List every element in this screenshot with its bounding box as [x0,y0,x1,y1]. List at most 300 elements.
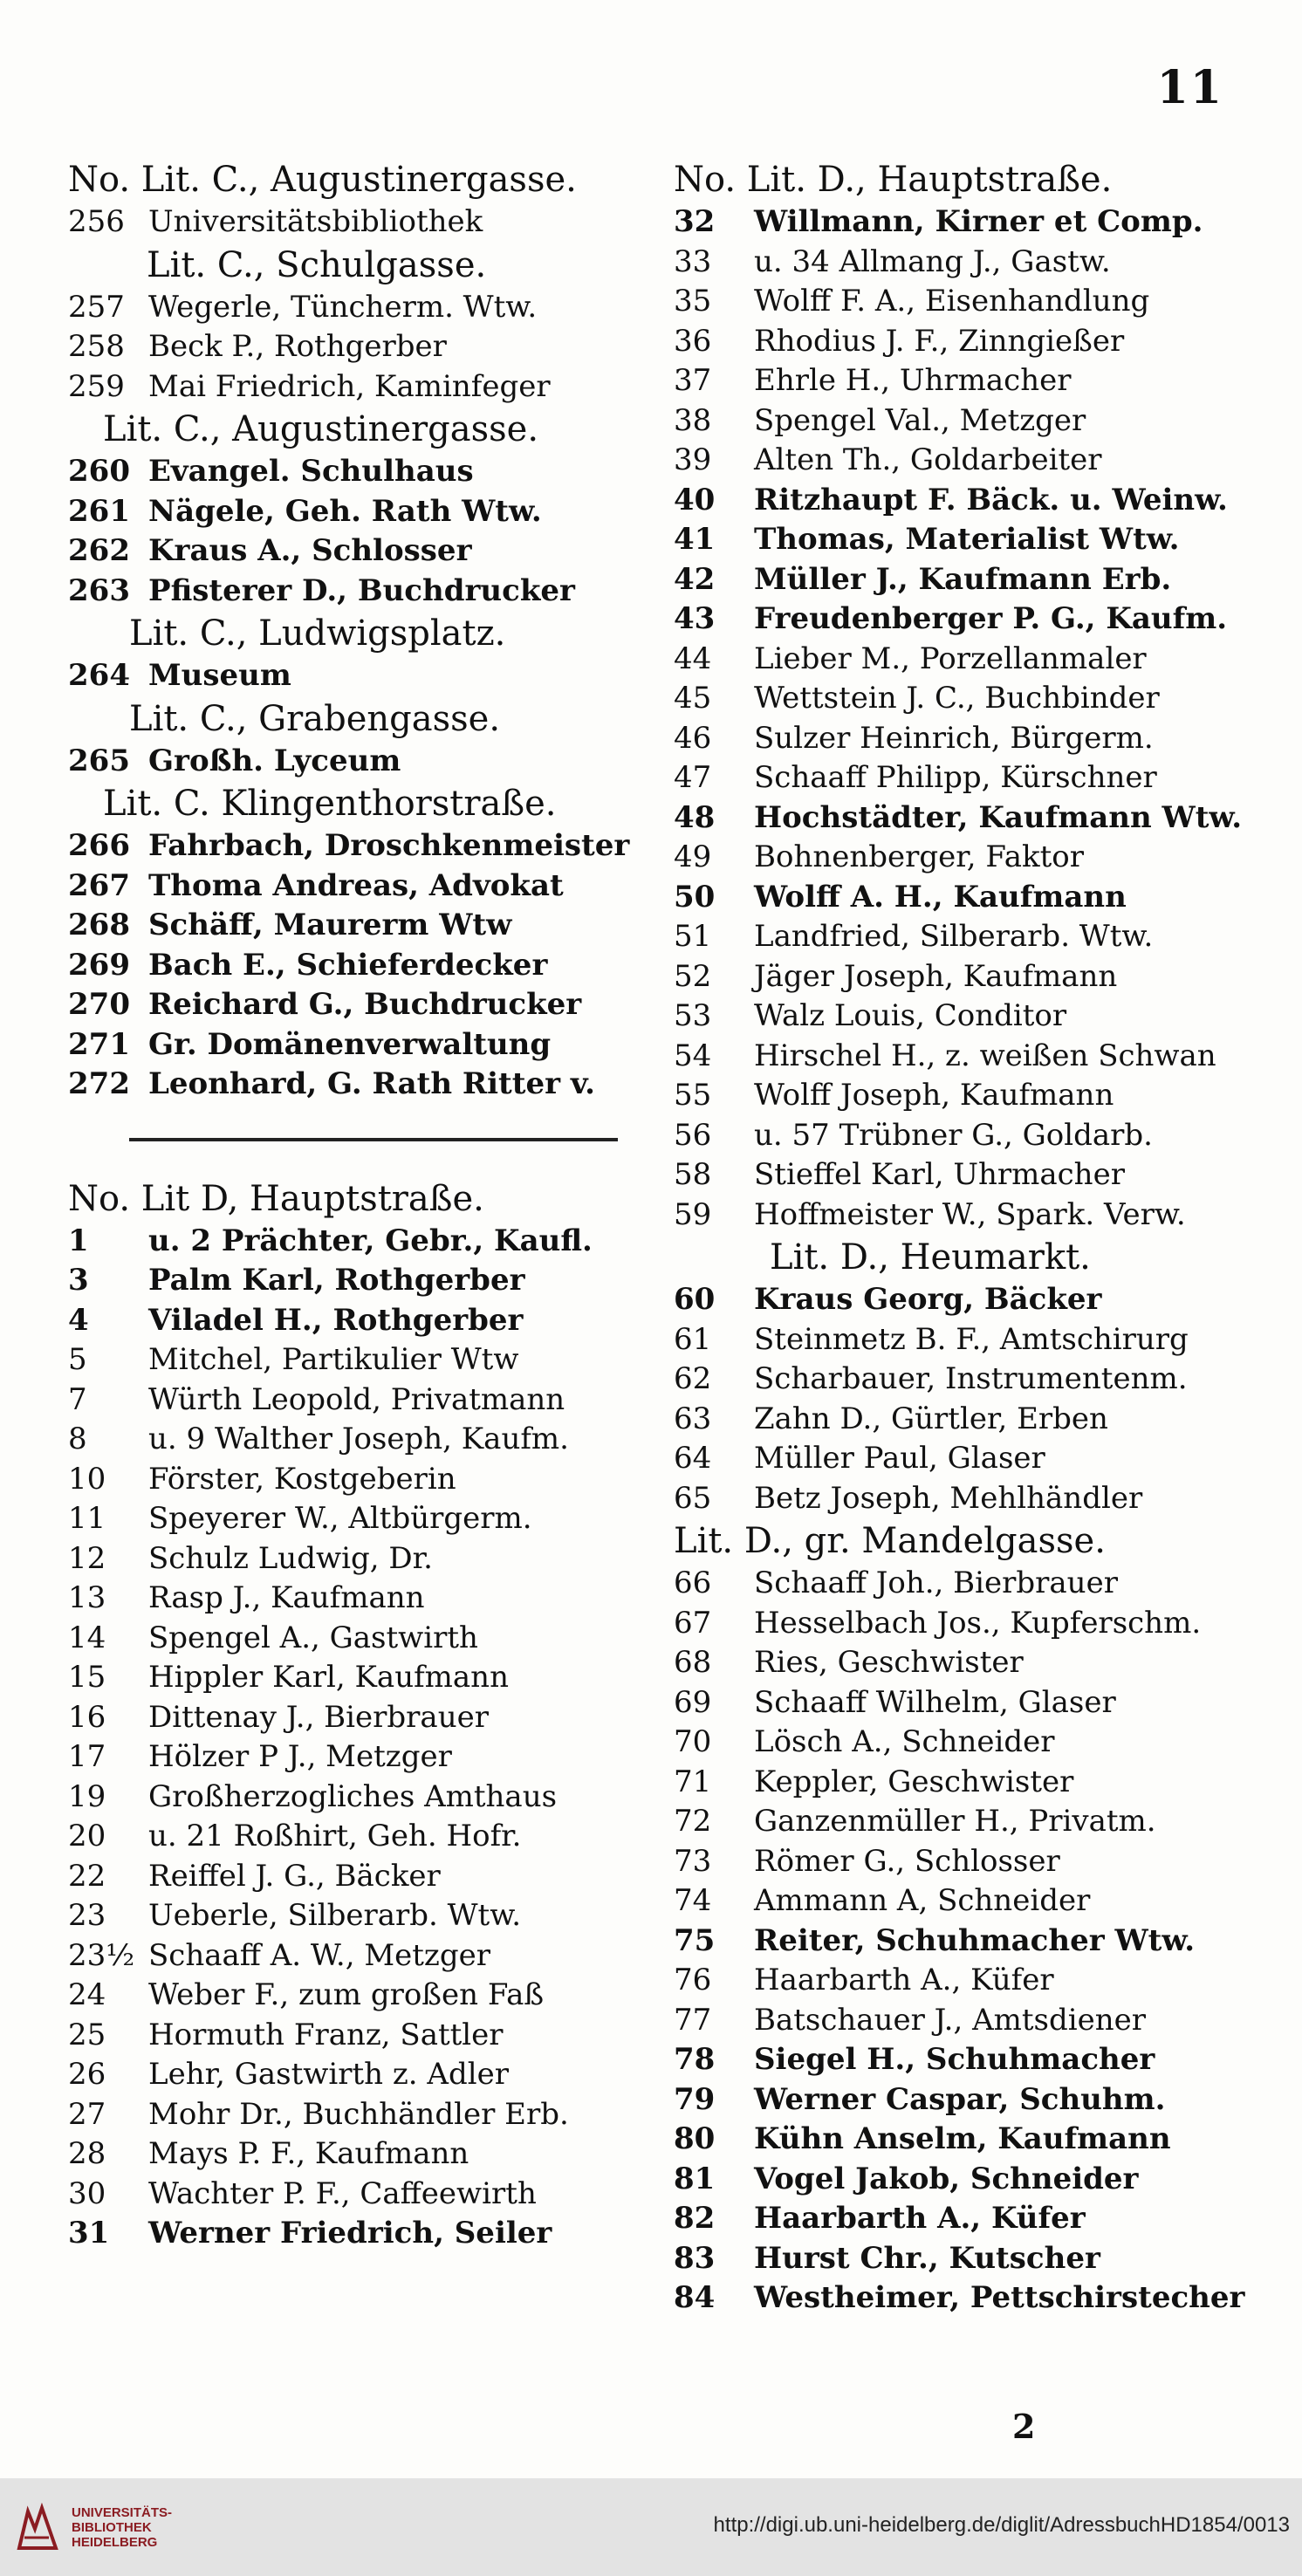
house-number: 60 [674,1282,716,1317]
resident-name: Keppler, Geschwister [754,1764,1074,1799]
signature-mark: 2 [1012,2407,1036,2446]
street-heading: Lit. C., Grabengasse. [129,698,501,739]
directory-entry [674,560,1250,600]
resident-name: Jäger Joseph, Kaufmann [754,958,1118,994]
house-number: 82 [674,2201,716,2236]
directory-entry [68,1065,627,1105]
directory-entry [674,2080,1250,2120]
resident-name: Wolff Joseph, Kaufmann [754,1078,1114,1113]
house-number: 63 [674,1401,712,1436]
resident-name: Vogel Jakob, Schneider [754,2161,1139,2196]
house-number: 43 [674,601,716,636]
directory-entry [674,878,1250,918]
resident-name: Stieffel Karl, Uhrmacher [754,1157,1125,1192]
directory-entry [68,742,627,782]
directory-entry [68,1737,627,1778]
house-number: 38 [674,402,712,438]
resident-name: Pfisterer D., Buchdrucker [148,572,575,608]
resident-name: Viladel H., Rothgerber [148,1302,524,1338]
resident-name: Hölzer P J., Metzger [148,1739,452,1774]
directory-entry [674,1280,1250,1320]
resident-name: Großh. Lyceum [148,743,401,778]
house-number: 4 [68,1302,89,1338]
directory-entry [68,656,627,696]
house-number: 32 [674,204,716,239]
directory-entry [674,202,1250,243]
house-number: 14 [68,1620,106,1655]
footer-bar [0,2478,1302,2576]
directory-entry [674,1037,1250,1077]
directory-entry [674,1643,1250,1683]
resident-name: Walz Louis, Conditor [754,998,1067,1033]
resident-name: Palm Karl, Rothgerber [148,1263,525,1298]
resident-name: Wegerle, Tüncherm. Wtw. [148,289,538,325]
resident-name: Reiffel J. G., Bäcker [148,1858,441,1894]
resident-name: Haarbarth A., Küfer [754,2201,1086,2236]
directory-entry [674,1763,1250,1803]
house-number: 26 [68,2057,106,2092]
resident-name: u. 21 Roßhirt, Geh. Hofr. [148,1819,522,1853]
resident-name: Bach E., Schieferdecker [148,947,548,983]
directory-entry [674,2199,1250,2239]
house-number: 45 [674,681,712,716]
directory-entry [68,288,627,328]
directory-entry [68,1380,627,1421]
street-heading: Lit. D., gr. Mandelgasse. [674,1521,1106,1561]
directory-entry [674,719,1250,759]
right-column [674,157,1250,2319]
directory-entry [674,1155,1250,1196]
resident-name: Universitätsbibliothek [148,204,483,239]
house-number: 78 [674,2042,716,2077]
house-number: 67 [674,1605,712,1641]
house-number: 51 [674,919,712,954]
house-number: 16 [68,1699,106,1735]
house-number: 77 [674,2002,712,2038]
library-logo-text [72,2505,172,2550]
resident-name: Batschauer J., Amtsdiener [754,2002,1147,2038]
house-number: 7 [68,1381,87,1417]
resident-name: Spengel A., Gastwirth [148,1620,478,1655]
house-number: 55 [674,1078,712,1113]
directory-entry [68,1976,627,2016]
resident-name: Alten Th., Goldarbeiter [754,442,1102,477]
directory-entry [68,867,627,907]
resident-name: Westheimer, Pettschirstecher [754,2280,1245,2315]
directory-entry [68,1817,627,1857]
house-number: 39 [674,442,712,477]
house-number: 268 [68,908,130,942]
resident-name: Willmann, Kirner et Comp. [754,204,1203,239]
house-number: 41 [674,522,716,557]
directory-entry [68,2055,627,2095]
street-heading: Lit. D., Heumarkt. [770,1237,1091,1278]
resident-name: Werner Caspar, Schuhm. [754,2081,1166,2117]
directory-entry [674,520,1250,560]
directory-entry [674,1842,1250,1882]
directory-entry [674,997,1250,1037]
house-number: 69 [674,1684,712,1720]
house-number: 36 [674,323,712,359]
directory-entry [674,481,1250,521]
directory-entry [674,361,1250,401]
resident-name: Freudenberger P. G., Kaufm. [754,601,1228,636]
directory-entry [68,202,627,243]
directory-entry [674,1400,1250,1440]
house-number: 50 [674,879,716,915]
directory-entry [674,441,1250,481]
street-heading: Lit. C. Klingenthorstraße. [103,784,557,824]
house-number: 20 [68,1819,106,1853]
resident-name: u. 9 Walther Joseph, Kaufm. [148,1422,569,1456]
resident-name: Bohnenberger, Faktor [754,839,1084,874]
directory-entry [68,1222,627,1262]
house-number: 5 [68,1342,87,1377]
resident-name: Zahn D., Gürtler, Erben [754,1401,1108,1436]
left-column [68,157,630,2254]
directory-entry [68,572,627,612]
house-number: 61 [674,1321,712,1357]
house-number: 3 [68,1263,89,1298]
resident-name: Hochstädter, Kaufmann Wtw. [754,799,1243,835]
house-number: 79 [674,2081,716,2117]
directory-entry [68,452,627,492]
house-number: 76 [674,1963,712,1997]
resident-name: Schaaff A. W., Metzger [148,1937,490,1973]
directory-entry [674,2001,1250,2041]
directory-entry [68,1301,627,1341]
directory-entry [674,1683,1250,1723]
resident-name: Nägele, Geh. Rath Wtw. [148,493,542,529]
directory-entry [68,2016,627,2056]
resident-name: Speyerer W., Altbürgerm. [148,1501,532,1536]
resident-name: Römer G., Schlosser [754,1843,1060,1879]
resident-name: Ehrle H., Uhrmacher [754,363,1072,398]
street-heading: No. Lit. D., Hauptstraße. [674,160,1113,200]
resident-name: Thomas, Materialist Wtw. [754,522,1180,557]
resident-name: Spengel Val., Metzger [754,402,1086,438]
directory-entry [674,599,1250,640]
resident-name: Hormuth Franz, Sattler [148,2017,504,2052]
house-number: 263 [68,572,130,608]
resident-name: Müller J., Kaufmann Erb. [754,561,1172,597]
directory-entry [68,1579,627,1619]
house-number: 44 [674,641,712,676]
directory-entry [674,957,1250,997]
directory-entry [674,243,1250,283]
directory-entry [674,798,1250,839]
house-number: 81 [674,2161,716,2196]
resident-name: Wettstein J. C., Buchbinder [754,681,1160,716]
resident-name: Hesselbach Jos., Kupferschm. [754,1605,1202,1641]
house-number: 80 [674,2121,716,2156]
directory-entry [674,917,1250,957]
resident-name: Gr. Domänenverwaltung [148,1026,552,1062]
house-number: 271 [68,1026,130,1062]
house-number: 23½ [68,1937,135,1973]
directory-entry [68,985,627,1025]
house-number: 260 [68,454,130,489]
directory-entry [68,1936,627,1977]
directory-entry [68,1499,627,1539]
directory-entry [68,492,627,532]
resident-name: Müller Paul, Glaser [754,1441,1045,1476]
house-number: 73 [674,1843,712,1879]
resident-name: Kühn Anselm, Kaufmann [754,2121,1171,2156]
house-number: 53 [674,998,712,1033]
resident-name: Siegel H., Schuhmacher [754,2042,1155,2077]
resident-name: Hirschel H., z. weißen Schwan [754,1038,1216,1073]
house-number: 261 [68,493,130,529]
house-number: 23 [68,1898,106,1933]
resident-name: Betz Joseph, Mehlhändler [754,1480,1143,1516]
house-number: 72 [674,1804,712,1839]
directory-entry [674,1320,1250,1360]
directory-entry [68,1778,627,1818]
resident-name: Ueberle, Silberarb. Wtw. [148,1898,522,1933]
house-number: 59 [674,1196,712,1232]
logo-line: BIBLIOTHEK [72,2519,152,2535]
house-number: 47 [674,760,712,795]
resident-name: Beck P., Rothgerber [148,329,447,364]
resident-name: Ries, Geschwister [754,1645,1024,1680]
resident-name: Kraus A., Schlosser [148,533,472,568]
directory-entry [674,401,1250,442]
house-number: 33 [674,243,712,279]
house-number: 256 [68,204,125,239]
directory-entry [68,327,627,367]
resident-name: Mohr Dr., Buchhändler Erb. [148,2096,569,2132]
resident-name: Scharbauer, Instrumentenm. [754,1361,1188,1396]
resident-name: Schaaff Joh., Bierbrauer [754,1565,1118,1600]
resident-name: u. 34 Allmang J., Gastw. [754,243,1111,279]
directory-entry [68,1340,627,1380]
directory-entry [674,1076,1250,1116]
house-number: 66 [674,1565,712,1600]
resident-name: Hippler Karl, Kaufmann [148,1660,509,1695]
resident-name: Reichard G., Buchdrucker [148,987,582,1022]
street-heading: No. Lit D, Hauptstraße. [68,1178,484,1219]
directory-entry [68,2214,627,2254]
resident-name: Ganzenmüller H., Privatm. [754,1804,1156,1839]
directory-entry [674,1360,1250,1400]
resident-name: Wachter P. F., Caffeewirth [148,2175,537,2211]
resident-name: Reiter, Schuhmacher Wtw. [754,1922,1196,1958]
directory-entry [68,531,627,572]
directory-entry [68,1261,627,1301]
resident-name: u. 57 Trübner G., Goldarb. [754,1117,1153,1153]
house-number: 52 [674,958,712,994]
resident-name: Thoma Andreas, Advokat [148,867,564,903]
house-number: 265 [68,743,130,778]
house-number: 84 [674,2280,716,2315]
house-number: 8 [68,1422,87,1456]
directory-entry [674,1564,1250,1604]
directory-entry [674,1196,1250,1236]
resident-name: Mitchel, Partikulier Wtw [148,1342,519,1377]
directory-entry [68,1619,627,1659]
directory-entry [674,640,1250,680]
house-number: 35 [674,284,712,319]
house-number: 12 [68,1540,106,1576]
resident-name: Schäff, Maurerm Wtw [148,908,512,942]
resident-name: Würth Leopold, Privatmann [148,1381,565,1417]
directory-entry [68,367,627,408]
resident-name: Steinmetz B. F., Amtschirurg [754,1321,1189,1357]
logo-line: UNIVERSITÄTS- [72,2504,173,2520]
directory-entry [674,1922,1250,1962]
library-logo-icon [16,2503,59,2552]
resident-name: Rhodius J. F., Zinngießer [754,323,1125,359]
house-number: 56 [674,1117,712,1153]
house-number: 19 [68,1778,106,1814]
house-number: 262 [68,533,130,568]
resident-name: Dittenay J., Bierbrauer [148,1699,489,1735]
logo-line: HEIDELBERG [72,2534,158,2550]
directory-entry [674,282,1250,322]
house-number: 71 [674,1764,712,1799]
resident-name: u. 2 Prächter, Gebr., Kaufl. [148,1223,593,1258]
street-heading: No. Lit. C., Augustinergasse. [68,160,577,200]
directory-entry [674,1439,1250,1479]
directory-entry [68,1460,627,1500]
street-heading: Lit. C., Augustinergasse. [103,409,539,449]
house-number: 267 [68,867,130,903]
resident-name: Fahrbach, Droschkenmeister [148,828,630,863]
house-number: 54 [674,1038,712,1073]
house-number: 28 [68,2136,106,2171]
directory-entry [68,906,627,946]
directory-entry [674,1723,1250,1763]
resident-name: Werner Friedrich, Seiler [148,2216,552,2251]
directory-entry [68,2175,627,2215]
directory-entry [68,2095,627,2135]
house-number: 68 [674,1645,712,1680]
directory-entry [674,2040,1250,2080]
house-number: 83 [674,2240,716,2276]
directory-entry [674,679,1250,719]
directory-entry [68,1857,627,1897]
house-number: 46 [674,720,712,756]
house-number: 24 [68,1977,106,2012]
section-divider [129,1138,618,1141]
resident-name: Schulz Ludwig, Dr. [148,1540,433,1576]
directory-entry [674,2160,1250,2200]
resident-name: Mai Friedrich, Kaminfeger [148,368,551,404]
resident-name: Museum [148,658,291,693]
house-number: 22 [68,1858,106,1894]
directory-entry [674,1116,1250,1156]
directory-entry [674,1802,1250,1842]
resident-name: Hurst Chr., Kutscher [754,2240,1100,2276]
house-number: 49 [674,839,712,874]
directory-entry [674,1604,1250,1644]
resident-name: Schaaff Philipp, Kürschner [754,760,1157,795]
directory-entry [674,1881,1250,1922]
house-number: 27 [68,2096,106,2132]
street-heading: Lit. C., Schulgasse. [147,244,487,285]
directory-entry [674,1961,1250,2001]
directory-entry [674,2120,1250,2160]
house-number: 258 [68,329,125,364]
directory-entry [68,1698,627,1738]
house-number: 30 [68,2175,106,2211]
resident-name: Rasp J., Kaufmann [148,1580,425,1615]
house-number: 70 [674,1724,712,1759]
directory-entry [674,838,1250,878]
page-number: 11 [1156,61,1223,114]
resident-name: Evangel. Schulhaus [148,454,474,489]
house-number: 65 [674,1480,712,1516]
resident-name: Leonhard, G. Rath Ritter v. [148,1066,596,1101]
directory-entry [68,1025,627,1065]
house-number: 58 [674,1157,712,1192]
directory-entry [68,1896,627,1936]
source-url-link[interactable]: http://digi.ub.uni-heidelberg.de/diglit/AdressbuchHD1854/0013 [713,2513,1290,2537]
resident-name: Ritzhaupt F. Bäck. u. Weinw. [754,482,1228,517]
house-number: 259 [68,368,125,404]
house-number: 40 [674,482,716,517]
directory-entry [674,2239,1250,2279]
resident-name: Wolff A. H., Kaufmann [754,879,1127,915]
house-number: 257 [68,289,125,325]
house-number: 10 [68,1461,106,1497]
house-number: 269 [68,947,130,983]
resident-name: Mays P. F., Kaufmann [148,2136,469,2171]
directory-entry [68,946,627,986]
resident-name: Wolff F. A., Eisenhandlung [754,284,1150,319]
directory-entry [68,1539,627,1579]
house-number: 11 [68,1501,106,1536]
house-number: 75 [674,1922,716,1958]
house-number: 74 [674,1883,712,1918]
house-number: 62 [674,1361,712,1396]
resident-name: Kraus Georg, Bäcker [754,1282,1102,1317]
street-heading: Lit. C., Ludwigsplatz. [129,613,506,654]
house-number: 15 [68,1660,106,1695]
house-number: 272 [68,1066,130,1101]
resident-name: Ammann A, Schneider [754,1883,1091,1918]
directory-entry [674,1479,1250,1519]
directory-entry [68,826,630,867]
house-number: 48 [674,799,716,835]
house-number: 264 [68,658,130,693]
resident-name: Haarbarth A., Küfer [754,1963,1054,1997]
resident-name: Förster, Kostgeberin [148,1461,456,1497]
directory-entry [68,2134,627,2175]
house-number: 1 [68,1223,89,1258]
directory-entry [68,1658,627,1698]
resident-name: Lieber M., Porzellanmaler [754,641,1147,676]
house-number: 13 [68,1580,106,1615]
resident-name: Sulzer Heinrich, Bürgerm. [754,720,1154,756]
resident-name: Landfried, Silberarb. Wtw. [754,919,1154,954]
resident-name: Weber F., zum großen Faß [148,1977,545,2012]
directory-entry [674,758,1250,798]
house-number: 25 [68,2017,106,2052]
resident-name: Lösch A., Schneider [754,1724,1055,1759]
directory-entry [68,1420,627,1460]
resident-name: Großherzogliches Amthaus [148,1778,558,1814]
house-number: 266 [68,828,130,863]
house-number: 37 [674,363,712,398]
resident-name: Hoffmeister W., Spark. Verw. [754,1196,1186,1232]
house-number: 17 [68,1739,106,1774]
resident-name: Schaaff Wilhelm, Glaser [754,1684,1116,1720]
house-number: 270 [68,987,130,1022]
house-number: 64 [674,1441,712,1476]
house-number: 31 [68,2216,110,2251]
